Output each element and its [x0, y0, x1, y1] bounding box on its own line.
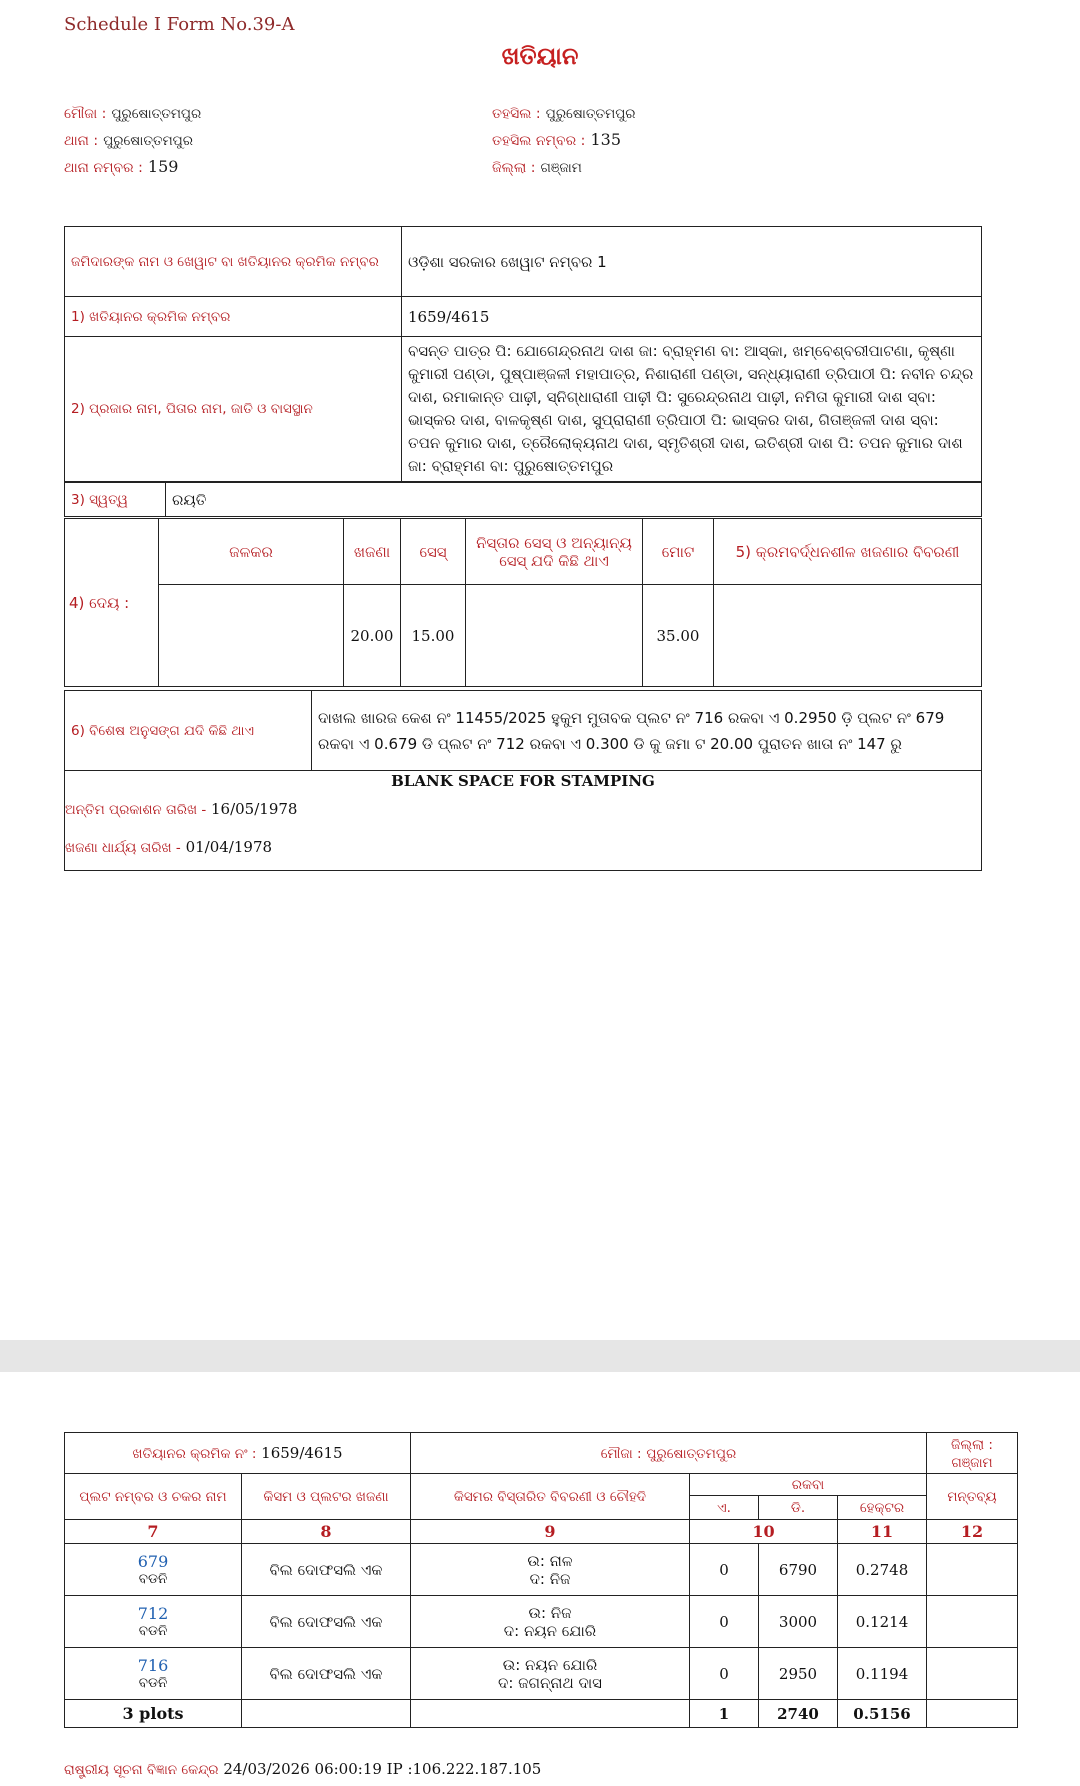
tahasil-no-label: ତହସିଲ ନମ୍ବର :: [492, 133, 586, 149]
col-num-11: 11: [838, 1520, 927, 1544]
right-label: 3) ସ୍ୱତ୍ୱ: [65, 483, 166, 517]
dues-head-ses: ସେସ୍: [401, 519, 466, 585]
plot-district-label: ଜିଲ୍ଲା :: [951, 1437, 993, 1453]
table-row: [65, 1648, 1018, 1700]
chaka-name: ବଡନି: [138, 1675, 168, 1691]
plot-number-link[interactable]: 712: [137, 1604, 169, 1623]
plot-serial-value: 1659/4615: [261, 1444, 343, 1462]
chaka-name: ବଡନି: [138, 1571, 168, 1587]
h-detail: କିସମର ବିସ୍ତାରିତ ବିବରଣୀ ଓ ଚୌହଦି: [411, 1474, 690, 1520]
tenant-value: ବସନ୍ତ ପାତ୍ର ପି: ଯୋଗେନ୍ଦ୍ରନାଥ ଦାଶ ଜା: ବ୍ରାହ୍ମଣ ବା: ଆସ୍କା, ଖମ୍ବେଶ୍ବରୀପାଟଣା, କୃଷ୍ଣା କୁମାରୀ ପଣ୍ଡା, ପୁଷ୍ପାଞ୍ଜଳୀ ମହାପାତ୍ର, ନିଶାରାଣୀ ପଣ୍ଡା, ସନ୍ଧ୍ୟାରାଣୀ ତ୍ରିପାଠୀ ପି: ନବୀନ ଚନ୍ଦ୍ର ଦାଶ, ରମାକାନ୍ତ ପାଢ଼ୀ, ସ୍ନିଗ୍ଧାରାଣୀ ପାଢ଼ୀ ପି: ସୁରେନ୍ଦ୍ରନାଥ ପାଢ଼ୀ, ନମିତା କୁମାରୀ ଦାଶ ସ୍ବା: ଭାସ୍କର ଦାଶ, ବାଳକୃଷ୍ଣ ଦାଶ, ସୁପ୍ରାରାଣୀ ତ୍ରିପାଠୀ ପି: ଭାସ୍କର ଦାଶ, ଗିତାଞ୍ଜଳୀ ଦାଶ ସ୍ବା: ତପନ କୁମାର ଦାଶ, ତ୍ରୈଲୋକ୍ୟନାଥ ଦାଶ, ସ୍ମୃତିଶ୍ରୀ ଦାଶ, ଇତିଶ୍ରୀ ଦାଶ ପି: ତପନ କୁମାର ଦାଶ ଜା: ବ୍ରାହ୍ମଣ ବା: ପୁରୁଷୋତ୍ତମପୁର: [402, 337, 982, 482]
thana-no-value: 159: [147, 157, 179, 176]
h-acre: ଏ.: [690, 1496, 759, 1520]
tax-fix-date: [65, 838, 272, 856]
footer-stamp: 24/03/2026 06:00:19 IP :106.222.187.105: [223, 1760, 542, 1778]
total-remarks: [927, 1700, 1018, 1728]
tax-fix-label: ଖଜଣା ଧାର୍ଯ୍ୟ ତାରିଖ -: [65, 840, 181, 856]
h-hectare: ହେକ୍ଟର: [838, 1496, 927, 1520]
total-detail: [411, 1700, 690, 1728]
dues-progressive-value: [714, 585, 982, 687]
meta-right: [492, 100, 636, 181]
dues-head-khajana: ଖଜଣା: [344, 519, 401, 585]
stamp-box: [64, 770, 982, 871]
table-row: [65, 1544, 1018, 1596]
dues-head-other: ନିସ୍ତାର ସେସ୍ ଓ ଅନ୍ୟାନ୍ୟ ସେସ୍ ଯଦି କିଛି ଥାଏ: [466, 519, 643, 585]
right-row: [64, 482, 982, 517]
footer: [64, 1760, 541, 1778]
dues-head-progressive: 5) କ୍ରମବର୍ଦ୍ଧନଶୀଳ ଖଜଣାର ବିବରଣୀ: [714, 519, 982, 585]
dues-khajana-value: 20.00: [344, 585, 401, 687]
plot-number-link[interactable]: 679: [137, 1552, 169, 1571]
tahasil-no-value: 135: [590, 130, 621, 149]
h-decimal: ଡି.: [759, 1496, 838, 1520]
plot-serial-label: ଖତିୟାନର କ୍ରମିକ ନଂ :: [132, 1446, 257, 1462]
total-hectare: 0.5156: [838, 1700, 927, 1728]
tenant-label: 2) ପ୍ରଜାର ନାମ, ପିତାର ନାମ, ଜାତି ଓ ବାସସ୍ଥାନ: [65, 337, 402, 482]
final-pub-label: ଅନ୍ତିମ ପ୍ରକାଶନ ତାରିଖ -: [65, 802, 207, 818]
decimal-cell: 2950: [759, 1648, 838, 1700]
page-separator: [0, 1340, 1080, 1372]
footer-org: ରାଷ୍ଟ୍ରୀୟ ସୂଚନା ବିଜ୍ଞାନ କେନ୍ଦ୍ର: [64, 1762, 219, 1778]
khatian-label: 1) ଖତିୟାନର କ୍ରମିକ ନମ୍ବର: [65, 297, 402, 337]
district-value: ଗଞ୍ଜାମ: [540, 160, 582, 176]
dues-label: 4) ଦେୟ :: [65, 519, 159, 687]
record-table: [64, 226, 982, 482]
boundary-cell: [411, 1596, 690, 1648]
dues-head-total: ମୋଟ: [643, 519, 714, 585]
h-kisam: କିସମ ଓ ପ୍ଲଟର ଖଜଣା: [242, 1474, 411, 1520]
document-title: ଖତିୟାନ: [501, 42, 579, 70]
boundary-north: ଉ: ନୟନ ଯୋରି: [502, 1655, 598, 1674]
col-num-9: 9: [411, 1520, 690, 1544]
special-label: 6) ବିଶେଷ ଅନୁସଙ୍ଗ ଯଦି କିଛି ଥାଏ: [65, 691, 312, 771]
hectare-cell: 0.1194: [838, 1648, 927, 1700]
acre-cell: 0: [690, 1596, 759, 1648]
special-value: ଦାଖଲ ଖାରଜ କେଶ ନଂ 11455/2025 ହୁକୁମ ମୁତାବକ ପ୍ଲଟ ନଂ 716 ରକବା ଏ 0.2950 ଡ଼ି ପ୍ଲଟ ନଂ 679 ରକବା ଏ 0.679 ଡି ପ୍ଲଟ ନଂ 712 ରକବା ଏ 0.300 ଡି କୁ ଜମା ଟ 20.00 ପୁରାତନ ଖାତା ନଂ 147 ରୁ: [312, 691, 982, 771]
total-label: 3 plots: [65, 1700, 242, 1728]
kisam-cell: ବିଲ ଦୋଫସଲି ଏକ: [242, 1648, 411, 1700]
boundary-south: ଦ: ଜଗନ୍ନାଥ ଦାସ: [498, 1673, 602, 1692]
acre-cell: 0: [690, 1648, 759, 1700]
owner-value: ଓଡ଼ିଶା ସରକାର ଖେୱାଟ ନମ୍ବର 1: [402, 227, 982, 297]
district-label: ଜିଲ୍ଲା :: [492, 160, 536, 176]
remarks-cell: [927, 1648, 1018, 1700]
plot-mouja-label: ମୌଜା :: [600, 1446, 642, 1462]
plot-mouja-value: ପୁରୁଷୋତ୍ତମପୁର: [646, 1446, 737, 1462]
kisam-cell: ବିଲ ଦୋଫସଲି ଏକ: [242, 1596, 411, 1648]
plot-sheet: [0, 1372, 1080, 1786]
plot-district-cell: [927, 1433, 1018, 1474]
col-num-10: 10: [690, 1520, 838, 1544]
total-kisam: [242, 1700, 411, 1728]
h-rakaba: ରକବା: [690, 1474, 927, 1496]
owner-label: ଜମିଦାରଙ୍କ ନାମ ଓ ଖେୱାଟ ବା ଖତିୟାନର କ୍ରମିକ ନମ୍ବର: [65, 227, 402, 297]
col-num-12: 12: [927, 1520, 1018, 1544]
acre-cell: 0: [690, 1544, 759, 1596]
plot-cell: [65, 1544, 242, 1596]
boundary-cell: [411, 1544, 690, 1596]
mouja-label: ମୌଜା :: [64, 106, 107, 122]
plot-cell: [65, 1648, 242, 1700]
remarks-cell: [927, 1596, 1018, 1648]
dues-jalakar-value: [159, 585, 344, 687]
final-pub-value: 16/05/1978: [211, 800, 298, 818]
right-value: ରୟତି: [166, 483, 982, 517]
meta-left: [64, 100, 201, 181]
boundary-south: ଦ: ନିଜ: [529, 1569, 571, 1588]
col-num-7: 7: [65, 1520, 242, 1544]
plot-district-value: ଗଞ୍ଜାମ: [951, 1455, 993, 1471]
boundary-north: ଉ: ନାଳ: [527, 1551, 573, 1570]
kisam-cell: ବିଲ ଦୋଫସଲି ଏକ: [242, 1544, 411, 1596]
boundary-north: ଉ: ନିଜ: [528, 1603, 572, 1622]
decimal-cell: 3000: [759, 1596, 838, 1648]
total-acre: 1: [690, 1700, 759, 1728]
tax-fix-value: 01/04/1978: [185, 838, 273, 856]
boundary-cell: [411, 1648, 690, 1700]
dues-total-value: 35.00: [643, 585, 714, 687]
remarks-cell: [927, 1544, 1018, 1596]
plot-mouja-cell: [411, 1433, 927, 1474]
hectare-cell: 0.2748: [838, 1544, 927, 1596]
total-decimal: 2740: [759, 1700, 838, 1728]
stamp-text: BLANK SPACE FOR STAMPING: [391, 772, 655, 790]
form-number: Schedule I Form No.39-A: [64, 14, 295, 35]
special-row: [64, 690, 982, 771]
dues-ses-value: 15.00: [401, 585, 466, 687]
tahasil-label: ତହସିଲ :: [492, 106, 541, 122]
plot-serial-cell: [65, 1433, 411, 1474]
dues-other-value: [466, 585, 643, 687]
boundary-south: ଦ: ନୟନ ଯୋରି: [503, 1621, 597, 1640]
chaka-name: ବଡନି: [138, 1623, 168, 1639]
final-pub-date: [65, 800, 297, 818]
khatian-value: 1659/4615: [402, 297, 982, 337]
decimal-cell: 6790: [759, 1544, 838, 1596]
table-row: [65, 1596, 1018, 1648]
total-row: [65, 1700, 1018, 1728]
h-remarks: ମନ୍ତବ୍ୟ: [927, 1474, 1018, 1520]
plot-table: [64, 1432, 1018, 1728]
col-num-8: 8: [242, 1520, 411, 1544]
thana-value: ପୁରୁଷୋତ୍ତମପୁର: [103, 133, 194, 149]
dues-head-jalakar: ଜଳକର: [159, 519, 344, 585]
mouja-value: ପୁରୁଷୋତ୍ତମପୁର: [111, 106, 202, 122]
hectare-cell: 0.1214: [838, 1596, 927, 1648]
thana-label: ଥାନା :: [64, 133, 99, 149]
plot-cell: [65, 1596, 242, 1648]
plot-number-link[interactable]: 716: [137, 1656, 169, 1675]
tahasil-value: ପୁରୁଷୋତ୍ତମପୁର: [545, 106, 636, 122]
thana-no-label: ଥାନା ନମ୍ବର :: [64, 160, 143, 176]
dues-table: [64, 518, 982, 687]
h-plot: ପ୍ଲଟ ନମ୍ବର ଓ ଚକର ନାମ: [65, 1474, 242, 1520]
